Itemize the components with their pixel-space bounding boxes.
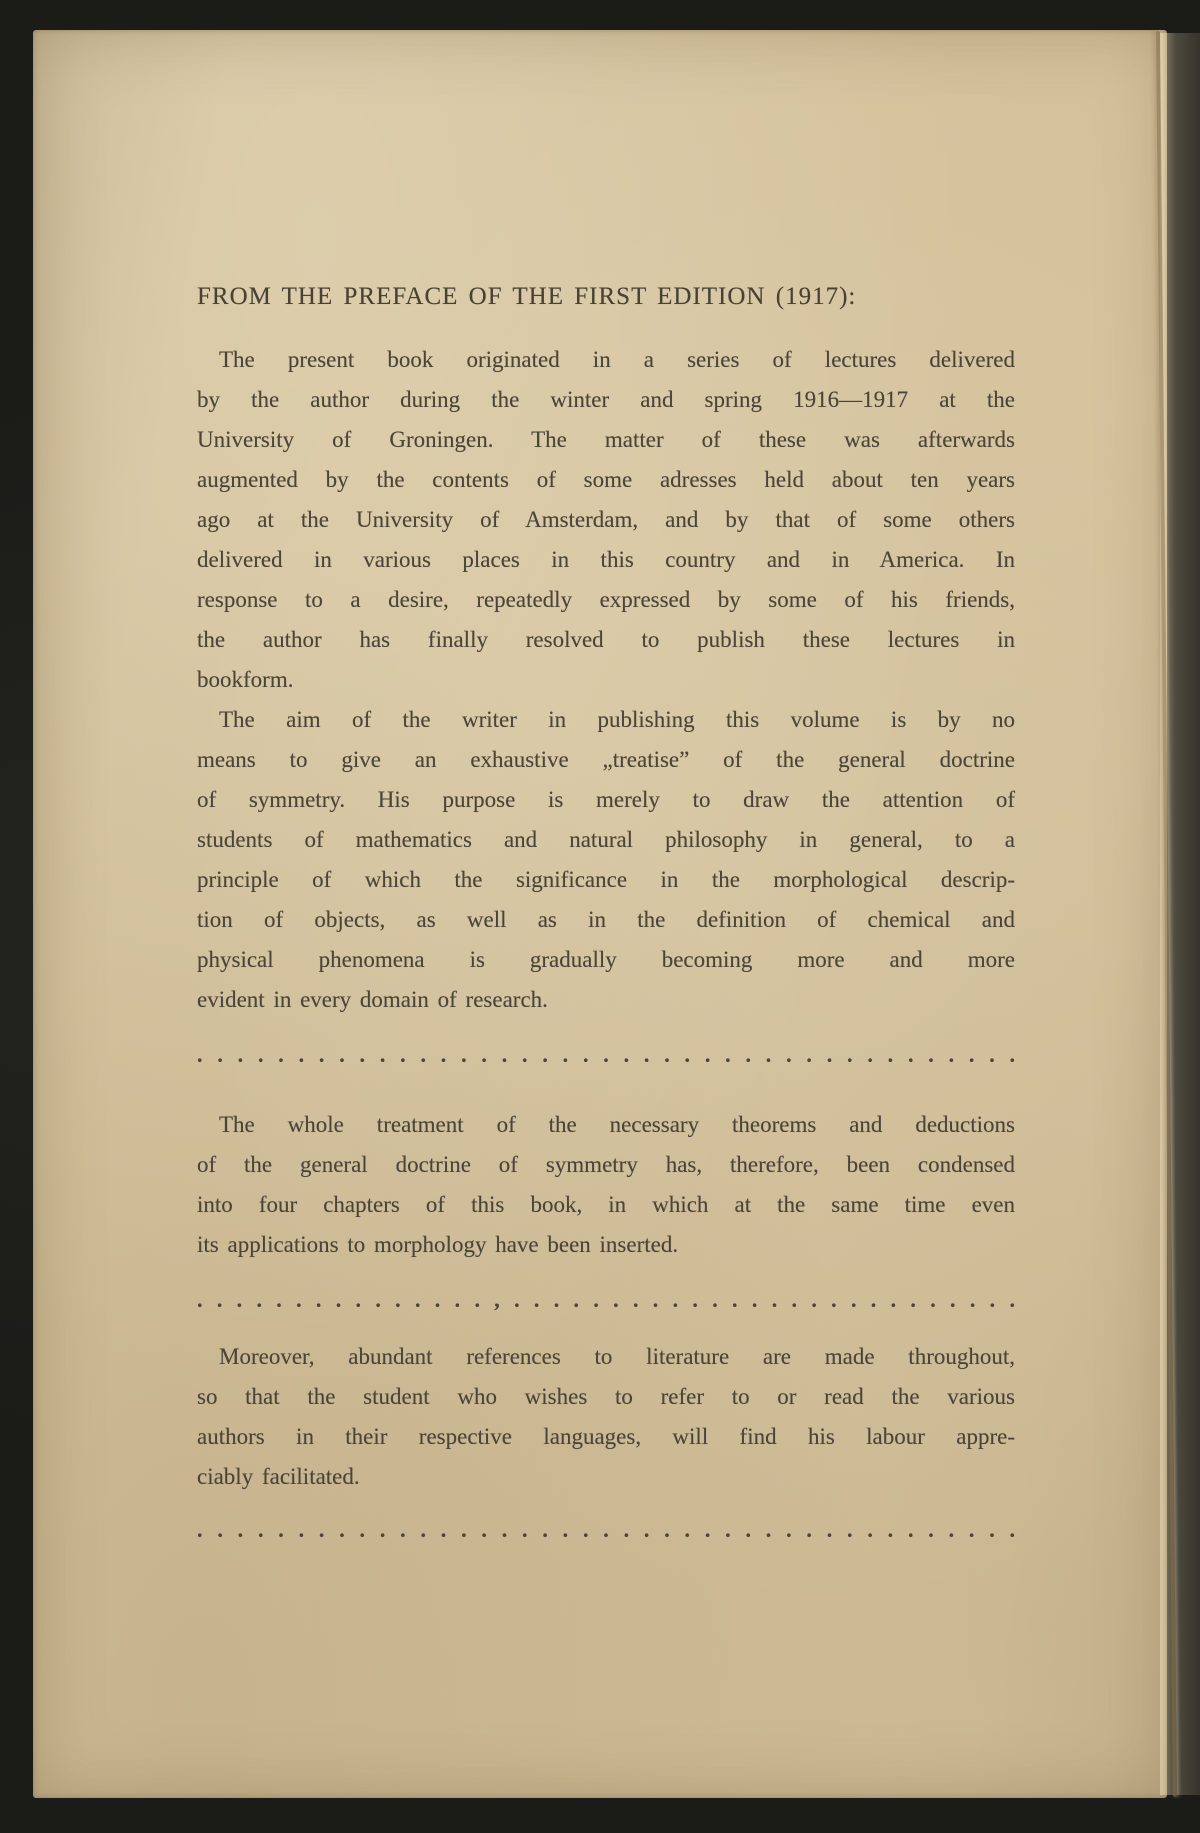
paragraph-4 bbox=[197, 1337, 1015, 1497]
paragraph-2 bbox=[197, 700, 1015, 1020]
ellipsis-separator-2: . . . . . . . . . . . . . . . , . . . . . . . . . . . . . . . . . . . . . . . . . . bbox=[197, 1287, 1015, 1312]
ellipsis-separator-1: . . . . . . . . . . . . . . . . . . . . . . . . . . . . . . . . . . . . . . . . . bbox=[197, 1042, 1015, 1067]
text-line: physical phenomena is gradually becoming more and more bbox=[197, 947, 1015, 972]
text-line: of the general doctrine of symmetry has, therefore, been condensed bbox=[197, 1152, 1015, 1177]
text-line: into four chapters of this book, in which at the same time even bbox=[197, 1192, 1015, 1217]
text-line: response to a desire, repeatedly expressed by some of his friends, bbox=[197, 587, 1015, 612]
text-line: tion of objects, as well as in the definition of chemical and bbox=[197, 907, 1015, 932]
book-page bbox=[33, 30, 1167, 1798]
paragraph-1 bbox=[197, 340, 1015, 700]
text-line: principle of which the significance in the morphological descrip- bbox=[197, 867, 1015, 892]
text-line: Moreover, abundant references to literature are made throughout, bbox=[219, 1344, 1015, 1369]
text-line: means to give an exhaustive „treatise” of the general doctrine bbox=[197, 747, 1015, 772]
text-line: delivered in various places in this country and in America. In bbox=[197, 547, 1015, 572]
text-line: students of mathematics and natural philosophy in general, to a bbox=[197, 827, 1015, 852]
text-line: of symmetry. His purpose is merely to draw the attention of bbox=[197, 787, 1015, 812]
text-line: bookform. bbox=[197, 667, 294, 692]
text-line: so that the student who wishes to refer to or read the various bbox=[197, 1384, 1015, 1409]
text-line: The aim of the writer in publishing this volume is by no bbox=[219, 707, 1015, 732]
text-line: University of Groningen. The matter of these was afterwards bbox=[197, 427, 1015, 452]
text-line: its applications to morphology have been inserted. bbox=[197, 1232, 679, 1257]
text-line: The present book originated in a series of lectures delivered bbox=[219, 347, 1015, 372]
text-line: by the author during the winter and spring 1916—1917 at the bbox=[197, 387, 1015, 412]
preface-heading: FROM THE PREFACE OF THE FIRST EDITION (1917): bbox=[197, 283, 857, 310]
text-line: the author has finally resolved to publish these lectures in bbox=[197, 627, 1015, 652]
page-text-column bbox=[197, 30, 1015, 1550]
text-line: ago at the University of Amsterdam, and by that of some others bbox=[197, 507, 1015, 532]
text-line: The whole treatment of the necessary theorems and deductions bbox=[219, 1112, 1015, 1137]
text-line: evident in every domain of research. bbox=[197, 987, 548, 1012]
text-line: ciably facilitated. bbox=[197, 1464, 360, 1489]
ellipsis-separator-3: . . . . . . . . . . . . . . . . . . . . . . . . . . . . . . . . . . . . . . . . . bbox=[197, 1517, 1015, 1542]
text-line: authors in their respective languages, will find his labour appre- bbox=[197, 1424, 1015, 1449]
paragraph-3 bbox=[197, 1105, 1015, 1265]
text-line: augmented by the contents of some adresses held about ten years bbox=[197, 467, 1015, 492]
